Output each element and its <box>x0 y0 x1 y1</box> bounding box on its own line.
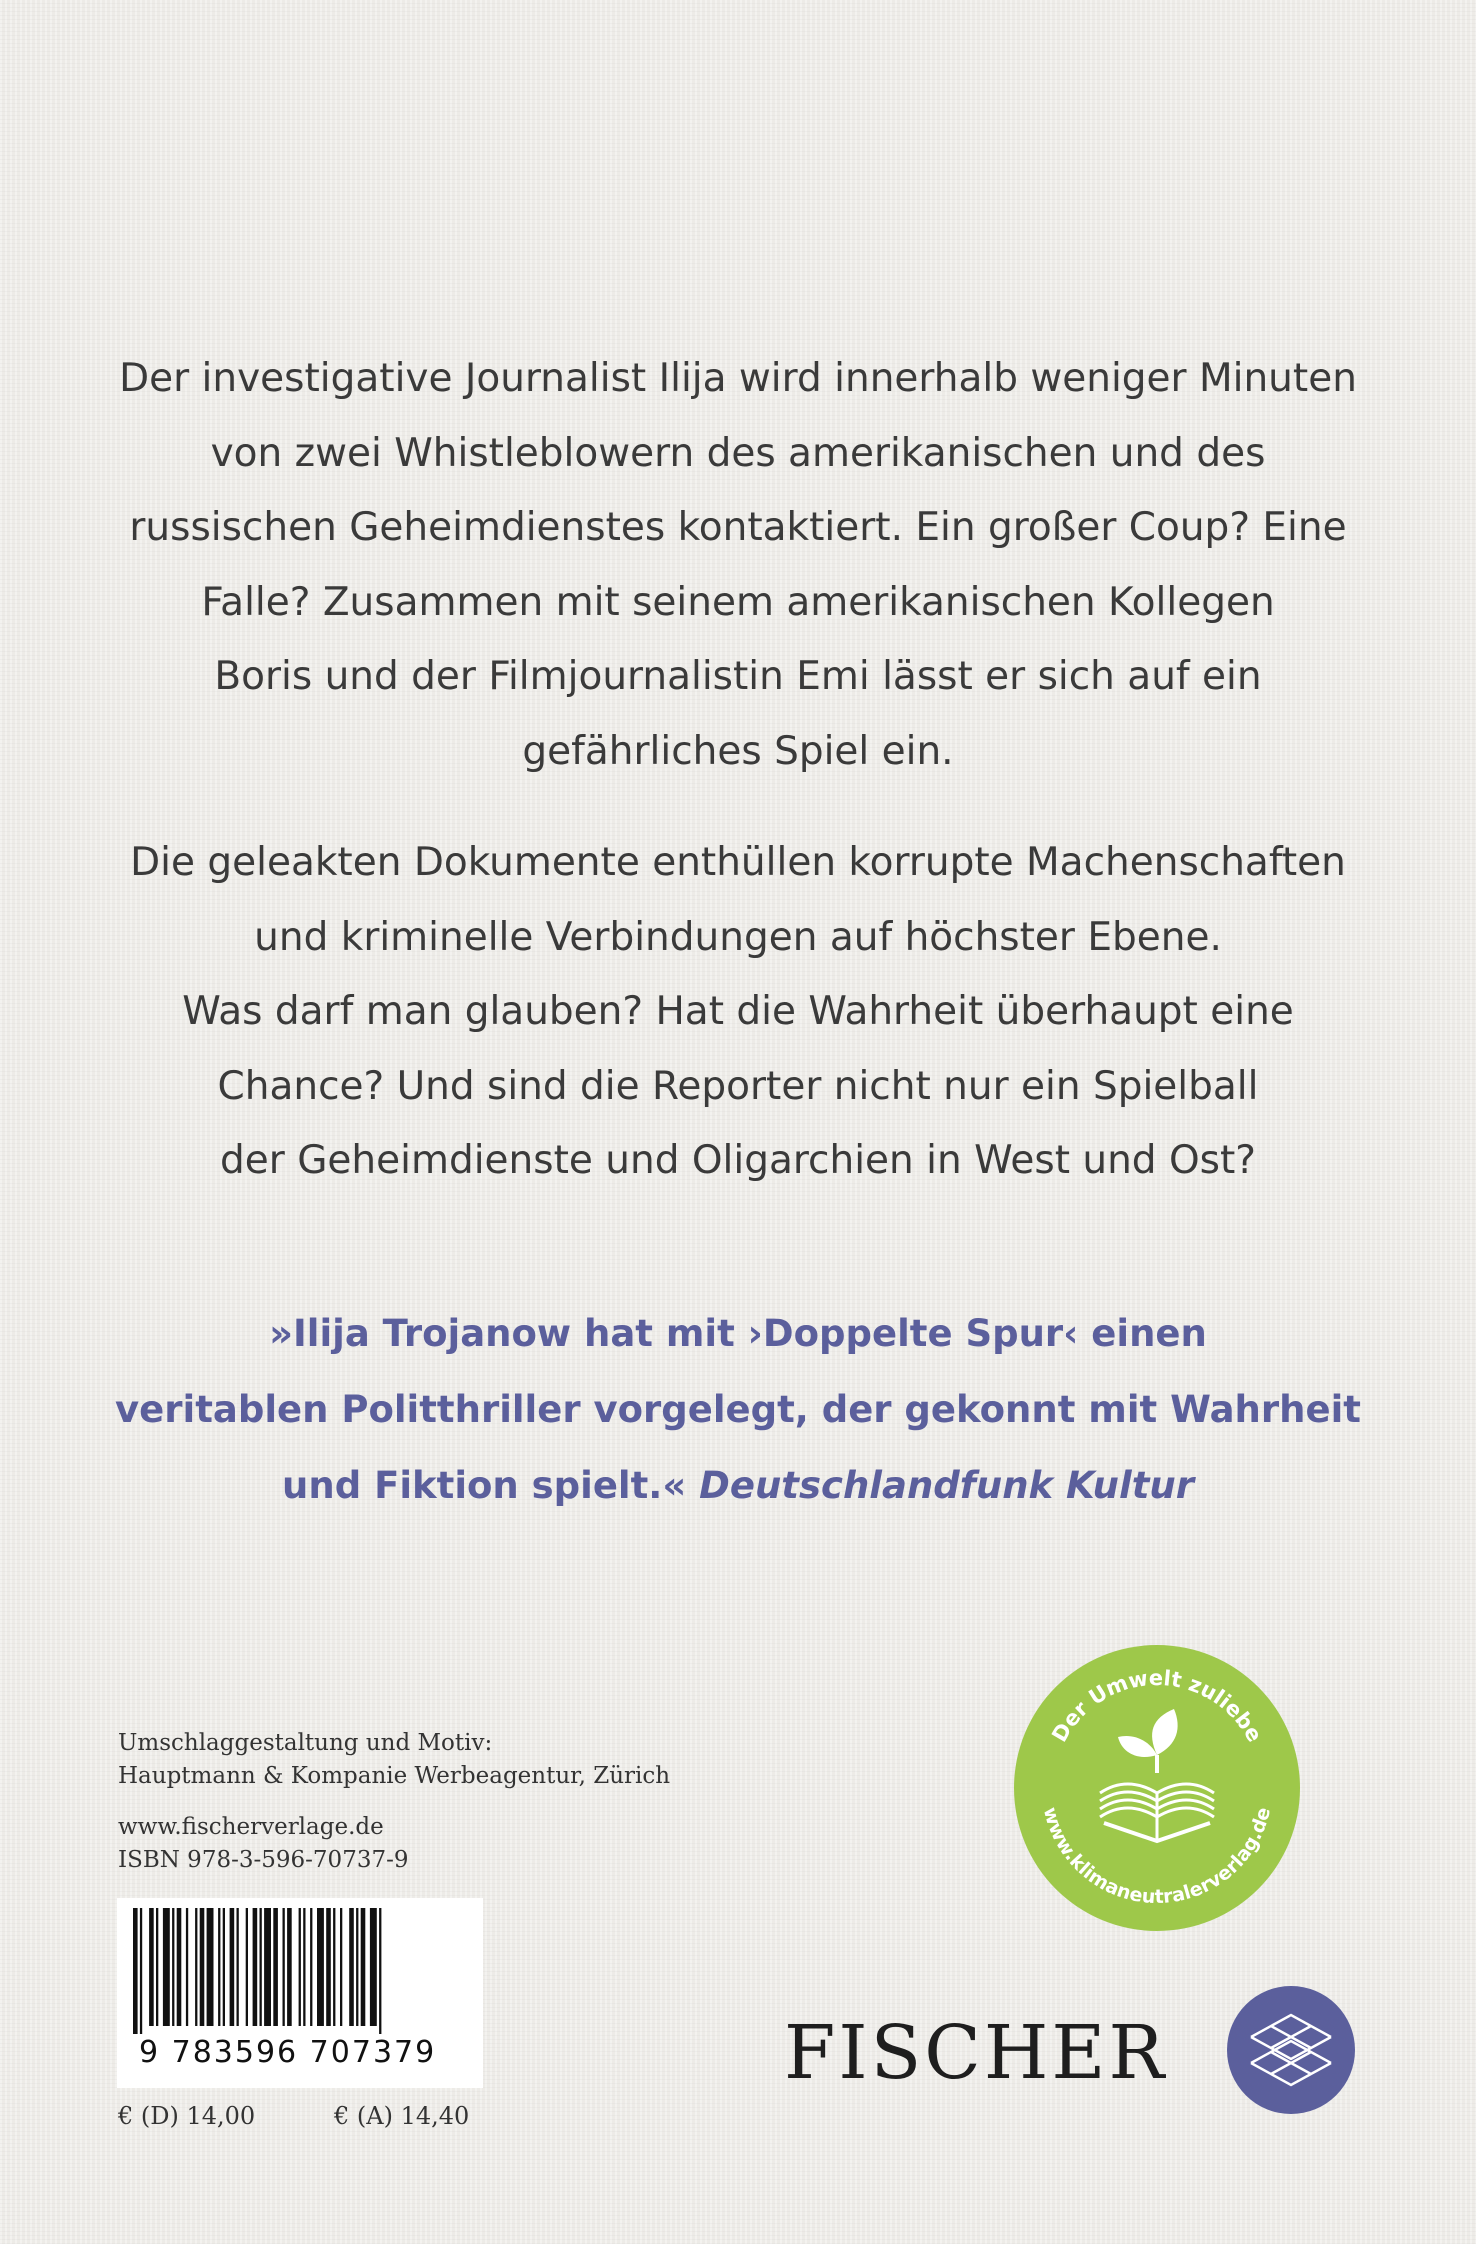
quote-line: veritablen Politthriller vorgelegt, der gekonnt mit Wahrheit <box>115 1388 1361 1431</box>
cover-design-credit: Hauptmann & Kompanie Werbeagentur, Zürich <box>118 1763 671 1789</box>
blurb-line: Boris und der Filmjournalistin Emi lässt er sich auf ein <box>214 654 1262 699</box>
blurb-paragraph-2 <box>100 826 1376 1199</box>
blurb-line: und kriminelle Verbindungen auf höchster Ebene. <box>254 914 1222 960</box>
blurb-line: russischen Geheimdienstes kontaktiert. Ein großer Coup? Eine <box>129 505 1347 550</box>
blurb-line: Was darf man glauben? Hat die Wahrheit überhaupt eine <box>182 989 1294 1034</box>
barcode-digits: 9 783596 707379 <box>139 2035 437 2070</box>
blurb-line: Chance? Und sind die Reporter nicht nur ein Spielball <box>217 1063 1259 1109</box>
publisher-name: FISCHER <box>784 2010 1168 2096</box>
barcode <box>117 1898 483 2088</box>
badge-top-text: Der Umwelt zuliebe <box>1047 1665 1267 1747</box>
blurb-line: Falle? Zusammen mit seinem amerikanischen Kollegen <box>201 579 1275 625</box>
badge-bottom-text: www.klimaneutralerverlag.de <box>1038 1804 1276 1909</box>
blurb-line: von zwei Whistleblowern des amerikanischen und des <box>210 430 1266 476</box>
barcode-bars <box>131 1908 469 2034</box>
quote-text: und Fiktion spielt.« <box>282 1464 687 1507</box>
isbn: ISBN 978-3-596-70737-9 <box>118 1847 409 1873</box>
imprint <box>118 1727 670 1877</box>
blurb-paragraph-1 <box>100 342 1376 789</box>
quote-line: »Ilija Trojanow hat mit ›Doppelte Spur‹ einen <box>269 1312 1207 1355</box>
quote-line-last <box>100 1448 1376 1524</box>
press-quote <box>100 1296 1376 1524</box>
price-germany: € (D) 14,00 <box>118 2102 256 2130</box>
fish-logo-icon <box>1226 1985 1356 2115</box>
blurb-line: gefährliches Spiel ein. <box>522 728 954 774</box>
price-austria: € (A) 14,40 <box>334 2102 470 2130</box>
climate-neutral-badge <box>1012 1643 1302 1933</box>
blurb-line: Der investigative Journalist Ilija wird innerhalb weniger Minuten <box>119 356 1357 401</box>
blurb-line: der Geheimdienste und Oligarchien in West und Ost? <box>220 1138 1256 1183</box>
blurb-line: Die geleakten Dokumente enthüllen korrupte Machenschaften <box>130 840 1346 885</box>
cover-design-label: Umschlaggestaltung und Motiv: <box>118 1730 493 1756</box>
publisher-website: www.fischerverlage.de <box>118 1814 384 1840</box>
quote-source: Deutschlandfunk Kultur <box>699 1464 1194 1507</box>
